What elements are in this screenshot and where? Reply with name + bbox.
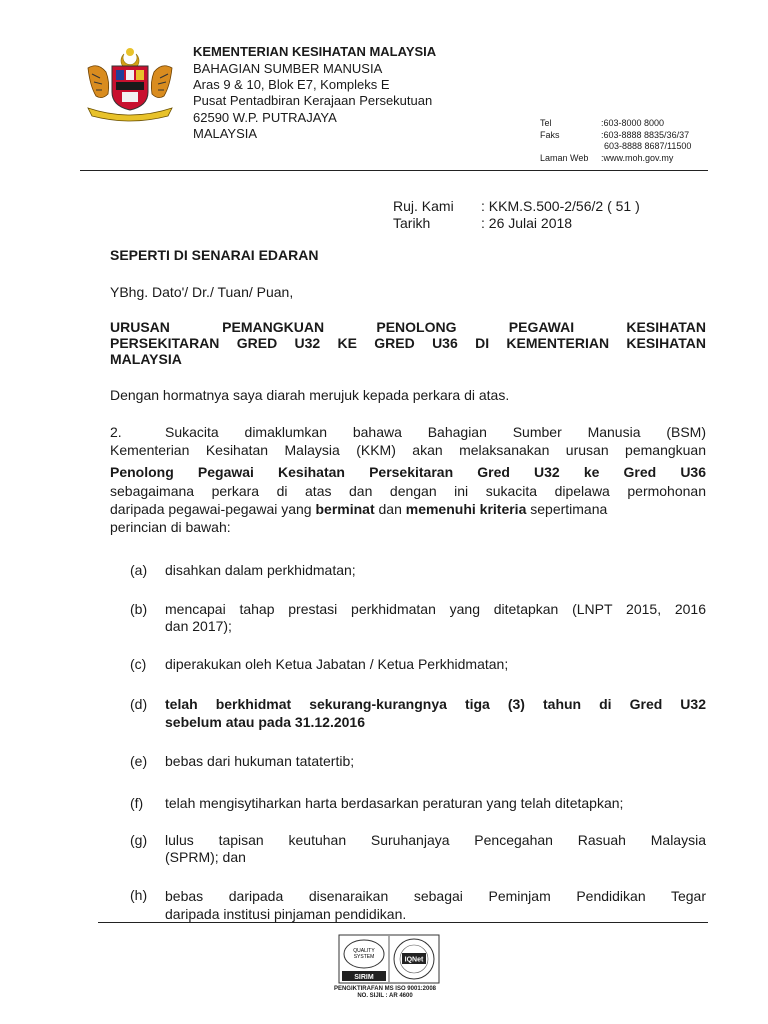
text-run: sepertimana [526,501,608,517]
text-run-bold: memenuhi kriteria [405,501,527,517]
list-item: bebas dari hukuman tatatertib; [165,753,355,769]
list-item-bold: telah berkhidmat sekurang-kurangnya tiga (3) tahun di Gred U32 [165,696,706,712]
faks-value-2: 603-8888 8687/11500 [604,141,692,151]
list-item: telah mengisytiharkan harta berdasarkan peraturan yang telah ditetapkan; [165,795,624,811]
list-key: (b) [130,601,148,617]
badge-quality-text: QUALITY [353,948,375,954]
list-key: (f) [130,795,144,811]
paragraph-line: perincian di bawah: [110,519,231,535]
paragraph-line-bold: Penolong Pegawai Kesihatan Persekitaran Gred U32 ke Gred U36 [110,464,706,480]
list-item: lulus tapisan keutuhan Suruhanjaya Pencegahan Rasuah Malaysia [165,832,706,848]
list-item-cont: daripada institusi pinjaman pendidikan. [165,906,407,922]
subject-line: PERSEKITARAN GRED U32 KE GRED U36 DI KEMENTERIAN KESIHATAN [110,335,706,351]
badge-sirim-text: SIRIM [354,974,374,981]
web-label: Laman Web [540,153,589,163]
badge-system-text: SYSTEM [353,954,375,960]
faks-value: :603-8888 8835/36/37 [601,130,690,140]
list-item: mencapai tahap prestasi perkhidmatan yang ditetapkan (LNPT 2015, 2016 [165,601,706,617]
footer-divider [98,922,708,923]
certification-text: PENGIKTIRAFAN MS ISO 9001:2008 [333,986,437,992]
list-item-bold-cont: sebelum atau pada 31.12.2016 [165,714,365,730]
address-line: MALAYSIA [193,126,258,141]
text-run: dan [374,501,406,517]
list-key: (d) [130,696,148,712]
list-key: (h) [130,887,148,903]
tel-value: :603-8000 8000 [601,118,665,128]
sirim-quality-system-badge-icon [338,934,440,984]
list-item: disahkan dalam perkhidmatan; [165,562,356,578]
list-item-cont: (SPRM); dan [165,849,246,865]
subject-line: URUSAN PEMANGKUAN PENOLONG PEGAWAI KESIHATAN [110,319,706,335]
list-item: diperakukan oleh Ketua Jabatan / Ketua Perkhidmatan; [165,656,509,672]
ruj-label: Ruj. Kami [393,198,454,214]
paragraph-line-mixed [110,500,706,518]
badge-iqnet-text: IQNet [404,956,424,964]
opening-paragraph: Dengan hormatnya saya diarah merujuk kepada perkara di atas. [110,387,510,403]
paragraph-line: sebagaimana perkara di atas dan dengan ini sukacita dipelawa permohonan [110,483,706,499]
paragraph-line: Sukacita dimaklumkan bahawa Bahagian Sumber Manusia (BSM) [165,424,706,440]
tarikh-value: : 26 Julai 2018 [481,215,573,231]
list-key: (e) [130,753,148,769]
list-key: (g) [130,832,148,848]
list-item-cont: dan 2017); [165,618,232,634]
certificate-number: NO. SIJIL : AR 4600 [357,993,413,999]
ruj-value: : KKM.S.500-2/56/2 ( 51 ) [481,198,640,214]
faks-label: Faks [540,130,560,140]
division-name: BAHAGIAN SUMBER MANUSIA [193,61,383,76]
text-run-bold: berminat [315,501,375,517]
salutation: YBhg. Dato'/ Dr./ Tuan/ Puan, [110,284,294,300]
address-line: Aras 9 & 10, Blok E7, Kompleks E [193,77,390,92]
malaysia-coat-of-arms-icon [74,44,186,122]
paragraph-number: 2. [110,424,122,440]
list-key: (c) [130,656,147,672]
list-item: bebas daripada disenaraikan sebagai Peminjam Pendidikan Tegar [165,888,706,904]
subject-line: MALAYSIA [110,351,182,367]
address-line: 62590 W.P. PUTRAJAYA [193,110,337,125]
recipient: SEPERTI DI SENARAI EDARAN [110,247,319,263]
address-line: Pusat Pentadbiran Kerajaan Persekutuan [193,93,433,108]
tel-label: Tel [540,118,552,128]
web-value: :www.moh.gov.my [601,153,674,163]
ministry-name: KEMENTERIAN KESIHATAN MALAYSIA [193,44,437,59]
text-run: daripada pegawai-pegawai yang [110,501,316,517]
tarikh-label: Tarikh [393,215,431,231]
list-key: (a) [130,562,148,578]
header-divider [80,170,708,171]
paragraph-line: Kementerian Kesihatan Malaysia (KKM) akan melaksanakan urusan pemangkuan [110,442,706,458]
